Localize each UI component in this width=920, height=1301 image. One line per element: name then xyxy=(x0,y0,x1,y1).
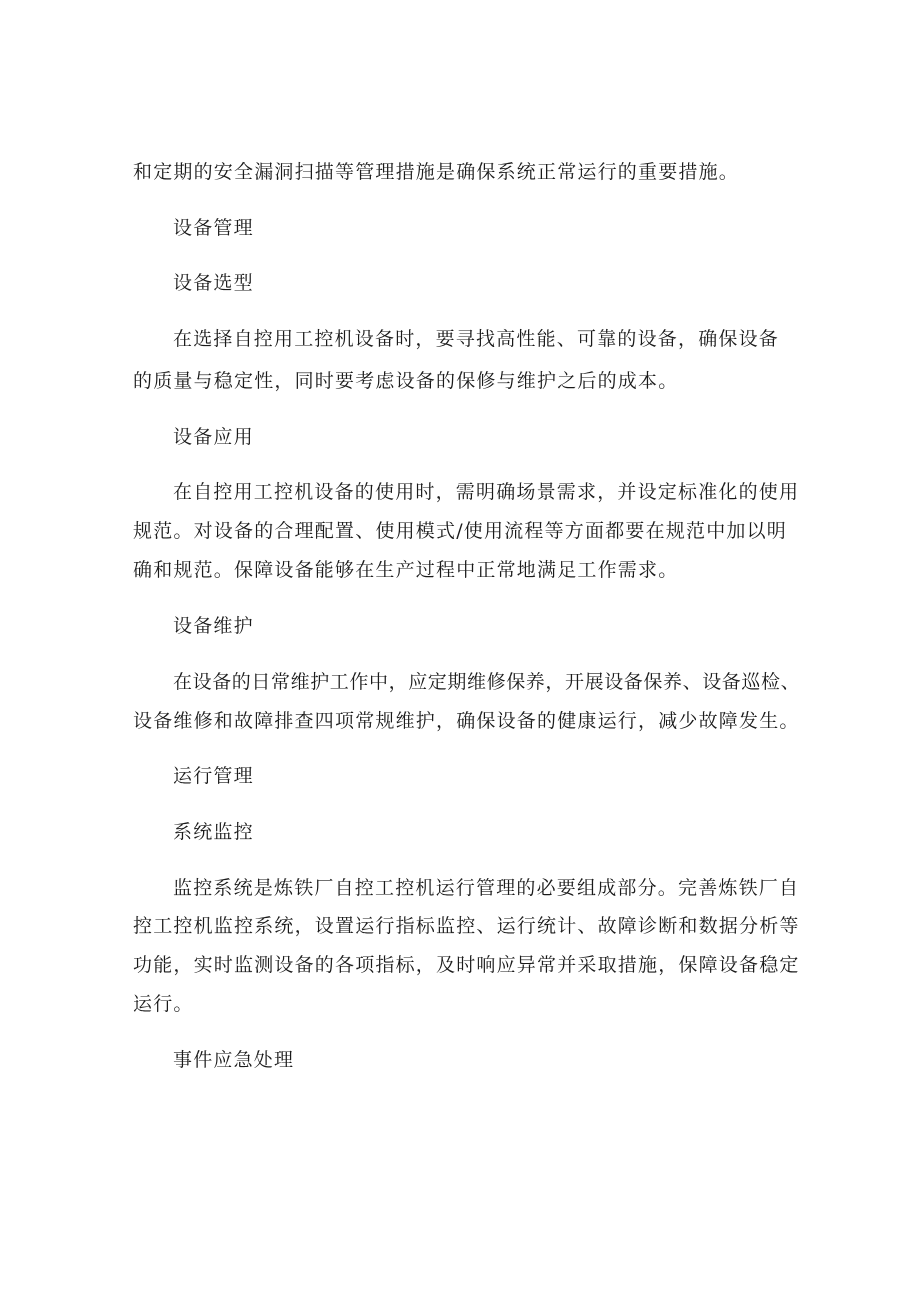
heading-equipment-maintenance: 设备维护 xyxy=(173,615,254,637)
application-paragraph-line-1: 在自控用工控机设备的使用时，需明确场景需求，并设定标准化的使用 xyxy=(173,481,800,503)
heading-operation-management: 运行管理 xyxy=(173,765,254,787)
selection-paragraph-line-2: 的质量与稳定性，同时要考虑设备的保修与维护之后的成本。 xyxy=(133,370,679,392)
maintenance-paragraph-line-2: 设备维修和故障排查四项常规维护，确保设备的健康运行，减少故障发生。 xyxy=(133,710,800,732)
heading-equipment-management: 设备管理 xyxy=(173,217,254,239)
monitoring-paragraph-line-4: 运行。 xyxy=(133,993,194,1015)
application-paragraph-line-2: 规范。对设备的合理配置、使用模式/使用流程等方面都要在规范中加以明 xyxy=(133,520,788,542)
heading-equipment-selection: 设备选型 xyxy=(173,272,254,294)
intro-paragraph-line: 和定期的安全漏洞扫描等管理措施是确保系统正常运行的重要措施。 xyxy=(133,161,740,183)
maintenance-paragraph-line-1: 在设备的日常维护工作中，应定期维修保养，开展设备保养、设备巡检、 xyxy=(173,671,801,693)
heading-emergency-handling: 事件应急处理 xyxy=(173,1049,295,1071)
monitoring-paragraph-line-3: 功能，实时监测设备的各项指标，及时响应异常并采取措施，保障设备稳定 xyxy=(133,954,800,976)
heading-system-monitoring: 系统监控 xyxy=(173,821,254,843)
heading-equipment-application: 设备应用 xyxy=(173,426,254,448)
monitoring-paragraph-line-1: 监控系统是炼铁厂自控工控机运行管理的必要组成部分。完善炼铁厂自 xyxy=(173,877,800,899)
application-paragraph-line-3: 确和规范。保障设备能够在生产过程中正常地满足工作需求。 xyxy=(133,559,679,581)
selection-paragraph-line-1: 在选择自控用工控机设备时，要寻找高性能、可靠的设备，确保设备 xyxy=(173,328,780,350)
monitoring-paragraph-line-2: 控工控机监控系统，设置运行指标监控、运行统计、故障诊断和数据分析等 xyxy=(133,915,800,937)
